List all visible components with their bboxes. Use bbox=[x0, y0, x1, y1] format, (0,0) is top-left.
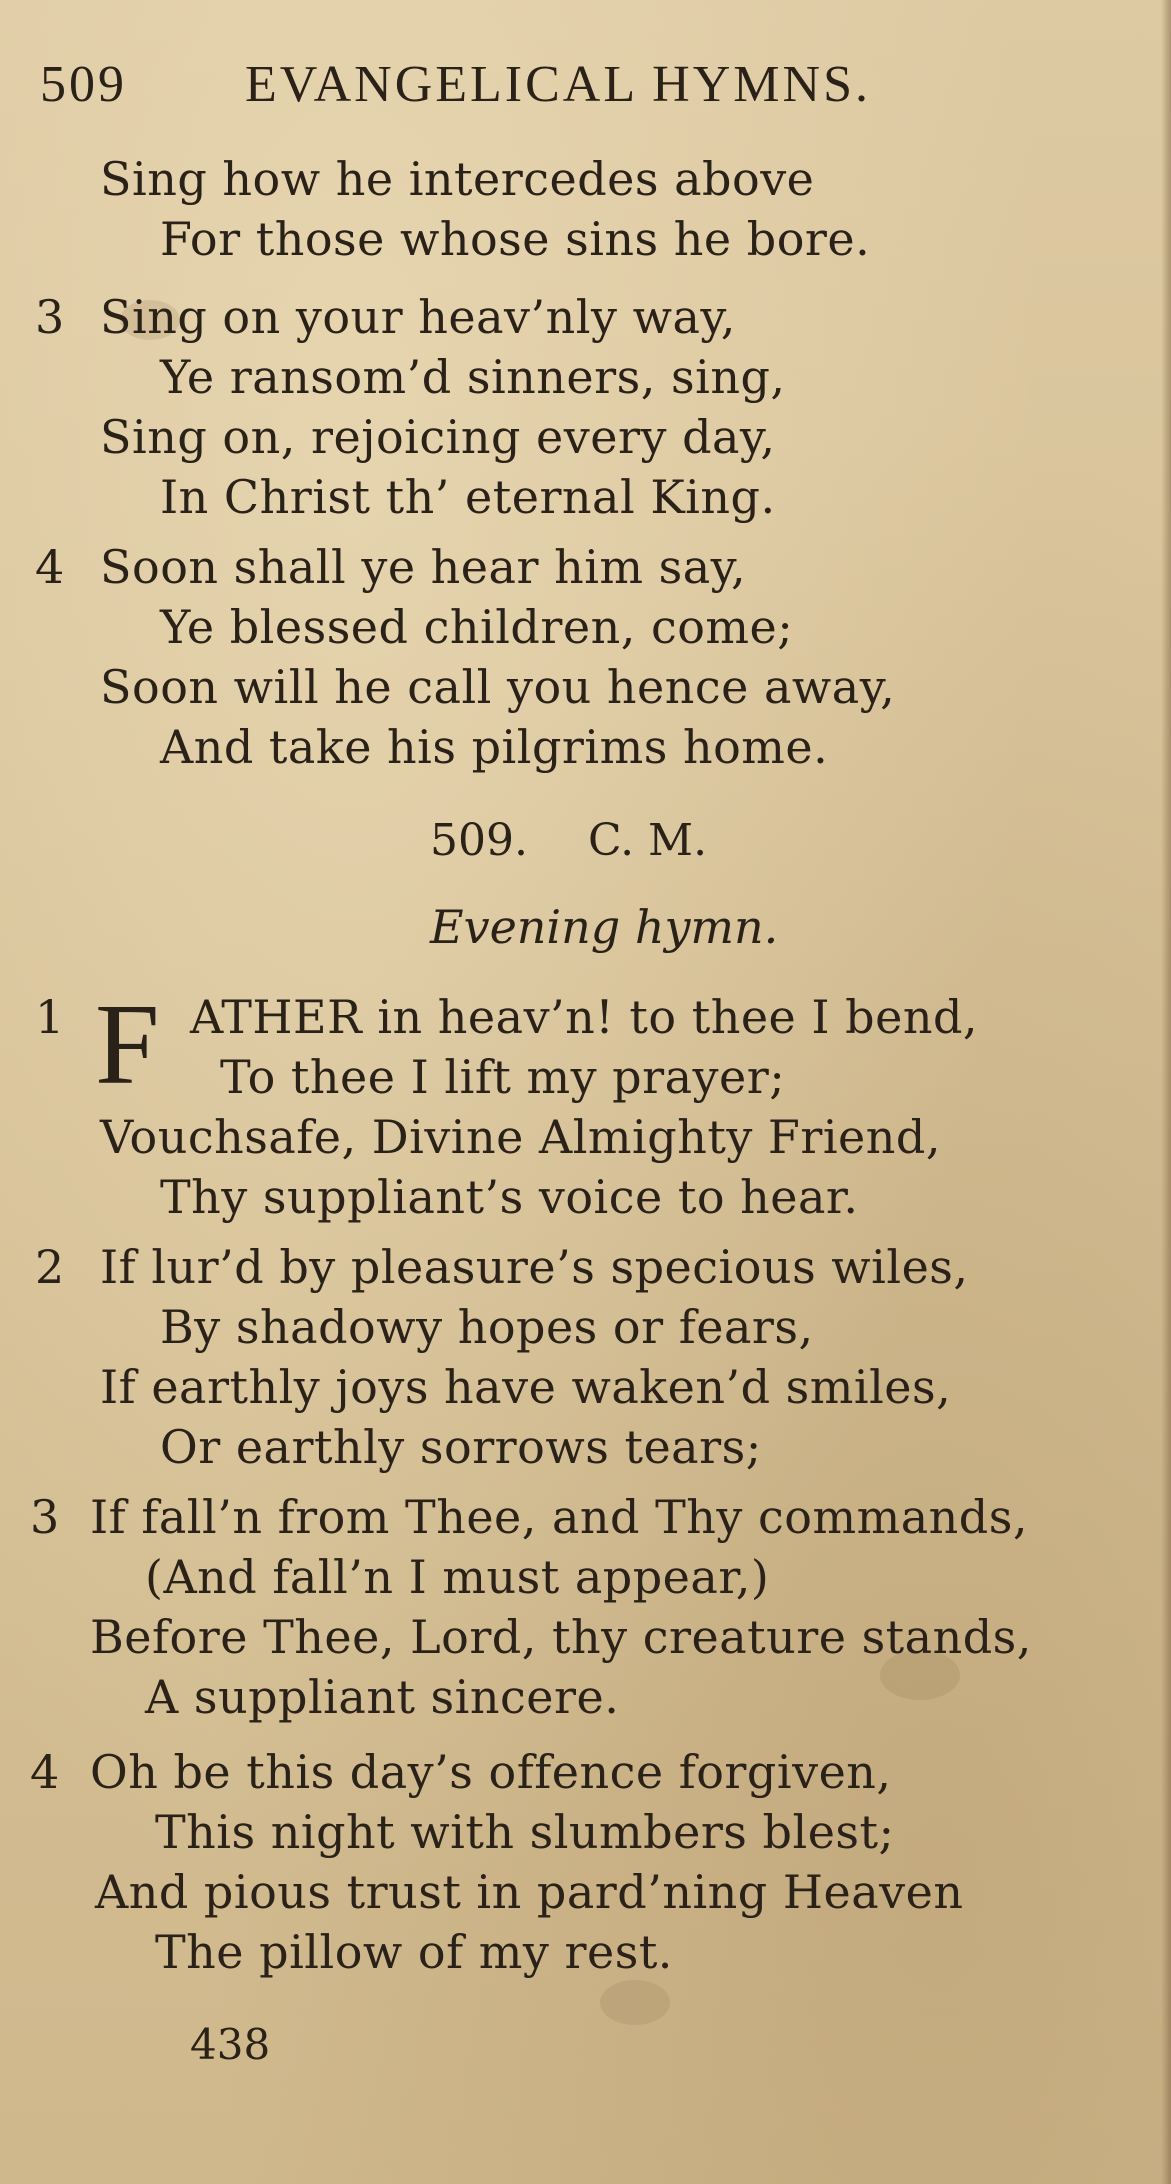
verse-line: Before Thee, Lord, thy creature stands, bbox=[90, 1610, 1032, 1664]
verse-line: This night with slumbers blest; bbox=[155, 1805, 895, 1859]
verse-line: Soon shall ye hear him say, bbox=[100, 540, 747, 594]
verse-line: Ye ransom’d sinners, sing, bbox=[160, 350, 786, 404]
verse-line: Soon will he call you hence away, bbox=[100, 660, 896, 714]
verse-line: The pillow of my rest. bbox=[155, 1925, 673, 1979]
verse-line: Sing on your heav’nly way, bbox=[100, 290, 736, 344]
page-edge-shadow bbox=[1161, 0, 1171, 2184]
verse-line: If fall’n from Thee, and Thy commands, bbox=[90, 1490, 1028, 1544]
running-header bbox=[40, 55, 1140, 125]
drop-cap: F bbox=[95, 981, 160, 1109]
verse-line: A suppliant sincere. bbox=[145, 1670, 620, 1724]
hymn-title: Evening hymn. bbox=[430, 900, 779, 954]
verse-line: If lur’d by pleasure’s specious wiles, bbox=[100, 1240, 969, 1294]
verse-line: Oh be this day’s offence forgiven, bbox=[90, 1745, 892, 1799]
verse-line: Thy suppliant’s voice to hear. bbox=[160, 1170, 859, 1224]
verse-line: For those whose sins he bore. bbox=[160, 212, 871, 266]
stanza-number: 4 bbox=[35, 540, 65, 594]
page-number: 509 bbox=[40, 56, 127, 113]
foxing-spot bbox=[600, 1980, 670, 2025]
verse-line: Or earthly sorrows tears; bbox=[160, 1420, 762, 1474]
verse-line: In Christ th’ eternal King. bbox=[160, 470, 776, 524]
verse-line: ATHER in heav’n! to thee I bend, bbox=[190, 990, 979, 1044]
stanza-number: 2 bbox=[35, 1240, 65, 1294]
verse-line: By shadowy hopes or fears, bbox=[160, 1300, 814, 1354]
hymn-heading bbox=[430, 815, 767, 866]
signature-mark: 438 bbox=[190, 2020, 271, 2069]
hymn-number: 509. bbox=[430, 815, 528, 866]
verse-line: And pious trust in pard’ning Heaven bbox=[95, 1865, 964, 1919]
stanza-number: 3 bbox=[30, 1490, 60, 1544]
verse-line: Vouchsafe, Divine Almighty Friend, bbox=[100, 1110, 941, 1164]
running-title: EVANGELICAL HYMNS. bbox=[245, 56, 871, 113]
stanza-number: 1 bbox=[35, 990, 65, 1044]
verse-line: If earthly joys have waken’d smiles, bbox=[100, 1360, 952, 1414]
stanza-number: 3 bbox=[35, 290, 65, 344]
verse-line: To thee I lift my prayer; bbox=[220, 1050, 786, 1104]
stanza-number: 4 bbox=[30, 1745, 60, 1799]
verse-line: Sing on, rejoicing every day, bbox=[100, 410, 776, 464]
verse-line: Sing how he intercedes above bbox=[100, 152, 815, 206]
hymn-meter: C. M. bbox=[587, 815, 708, 866]
verse-line: (And fall’n I must appear,) bbox=[145, 1550, 770, 1604]
verse-line: And take his pilgrims home. bbox=[160, 720, 829, 774]
verse-line: Ye blessed children, come; bbox=[160, 600, 794, 654]
